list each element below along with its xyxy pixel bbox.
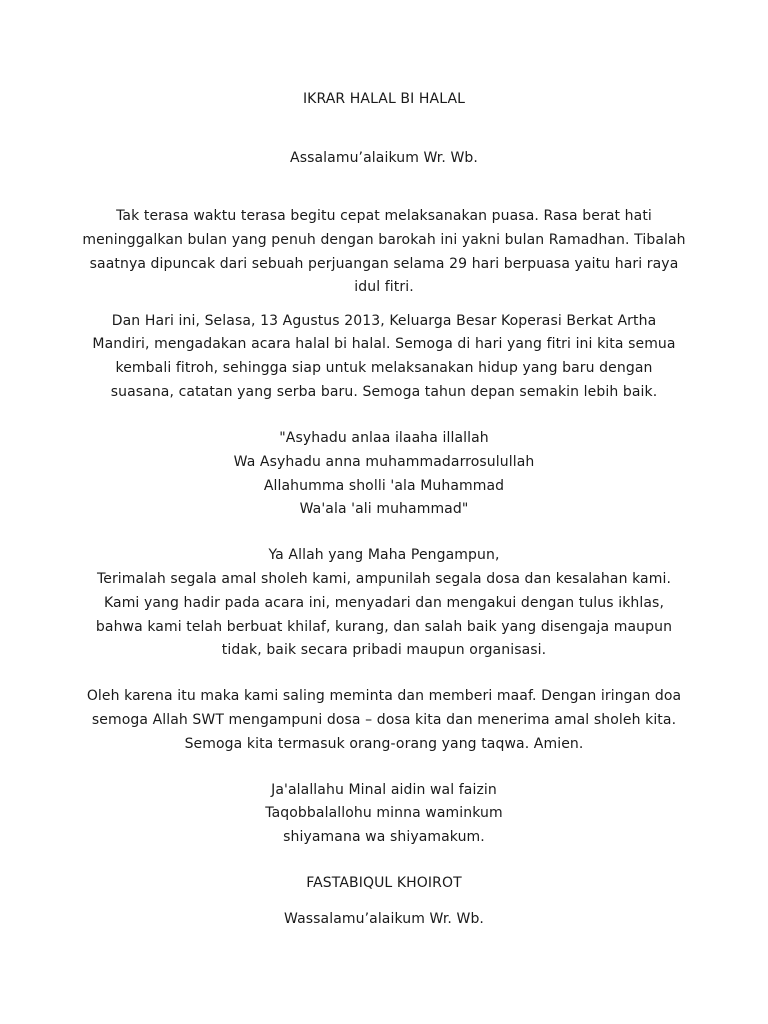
prayer-line: Terimalah segala amal sholeh kami, ampunilah segala dosa dan kesalahan kami.: [96, 571, 672, 587]
paragraph-line: Mandiri, mengadakan acara halal bi halal. Semoga di hari yang fitri ini kita semua: [92, 336, 676, 352]
greeting: Assalamu’alaikum Wr. Wb.: [290, 150, 478, 166]
blessing-line: Ja'alallahu Minal aidin wal faizin: [271, 782, 497, 798]
paragraph-line: saatnya dipuncak dari sebuah perjuangan selama 29 hari berpuasa yaitu hari raya: [89, 256, 679, 272]
paragraph-line: kembali fitroh, sehingga siap untuk melaksanakan hidup yang baru dengan: [115, 360, 653, 376]
paragraph-line: suasana, catatan yang serba baru. Semoga tahun depan semakin lebih baik.: [110, 384, 658, 400]
paragraph-line: Dan Hari ini, Selasa, 13 Agustus 2013, Keluarga Besar Koperasi Berkat Artha: [111, 313, 657, 329]
paragraph-line: meninggalkan bulan yang penuh dengan barokah ini yakni bulan Ramadhan. Tibalah: [82, 232, 686, 248]
document-title: IKRAR HALAL BI HALAL: [302, 91, 466, 107]
verse-line: Allahumma sholli 'ala Muhammad: [263, 478, 505, 494]
blessing-line: shiyamana wa shiyamakum.: [283, 829, 485, 845]
verse-line: Wa'ala 'ali muhammad": [299, 501, 469, 517]
forgiveness-line: Semoga kita termasuk orang-orang yang taqwa. Amien.: [184, 736, 584, 752]
prayer-line: Ya Allah yang Maha Pengampun,: [268, 547, 500, 563]
prayer-line: Kami yang hadir pada acara ini, menyadari dan mengakui dengan tulus ikhlas,: [103, 595, 664, 611]
paragraph-line: idul fitri.: [354, 279, 414, 295]
forgiveness-line: semoga Allah SWT mengampuni dosa – dosa kita dan menerima amal sholeh kita.: [91, 712, 677, 728]
verse-line: Wa Asyhadu anna muhammadarrosulullah: [233, 454, 535, 470]
blessing-line: Taqobbalallohu minna waminkum: [265, 805, 503, 821]
verse-line: "Asyhadu anlaa ilaaha illallah: [279, 430, 489, 446]
prayer-line: tidak, baik secara pribadi maupun organisasi.: [221, 642, 547, 658]
forgiveness-line: Oleh karena itu maka kami saling meminta dan memberi maaf. Dengan iringan doa: [86, 688, 682, 704]
paragraph-line: Tak terasa waktu terasa begitu cepat melaksanakan puasa. Rasa berat hati: [116, 208, 652, 224]
motto: FASTABIQUL KHOIROT: [306, 875, 462, 891]
prayer-line: bahwa kami telah berbuat khilaf, kurang, dan salah baik yang disengaja maupun: [95, 619, 673, 635]
closing-greeting: Wassalamu’alaikum Wr. Wb.: [284, 911, 484, 927]
